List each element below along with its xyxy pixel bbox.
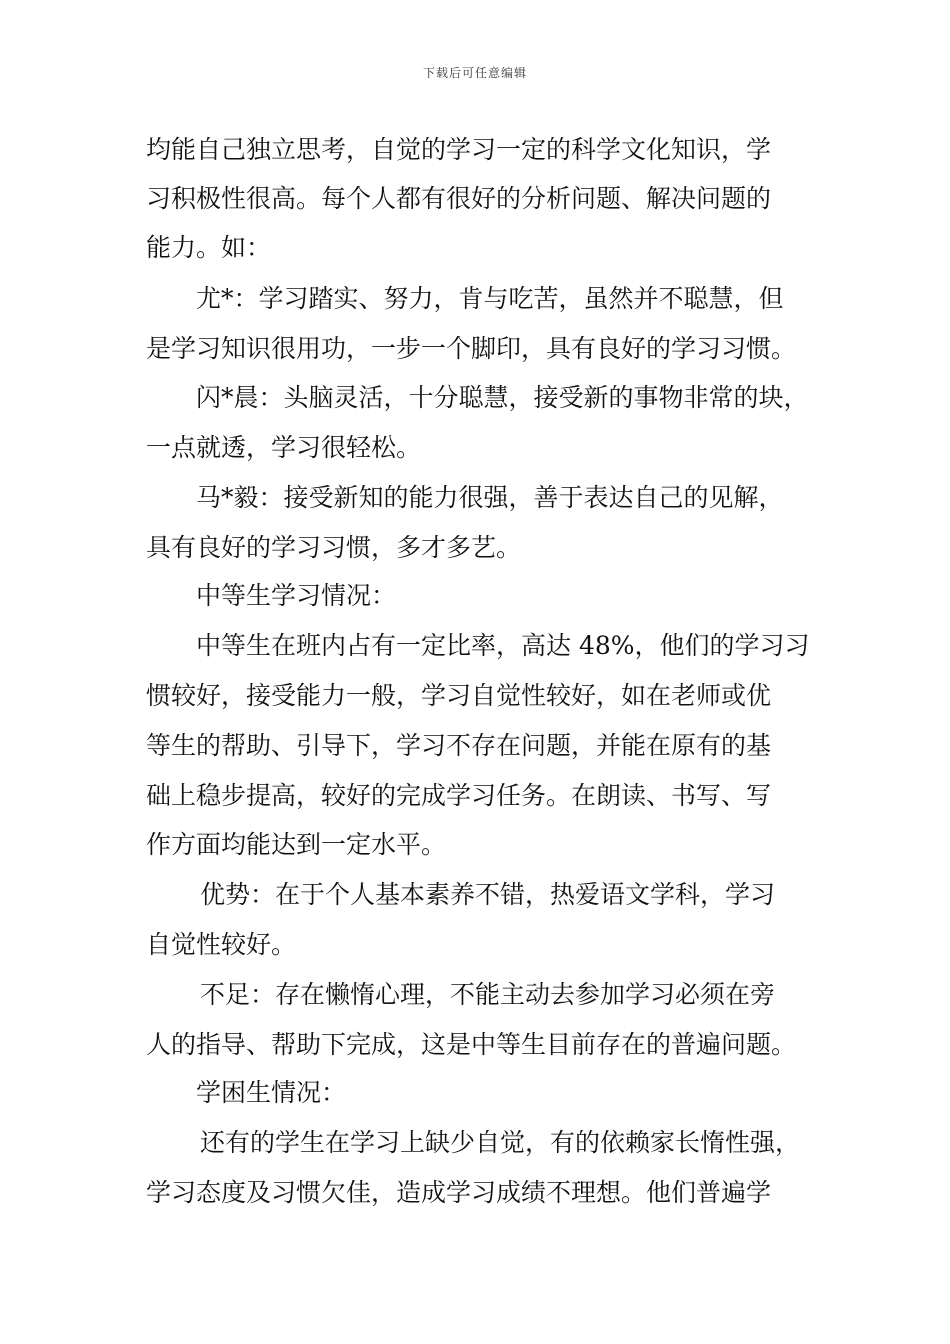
text-line: 马*毅：接受新知的能力很强，善于表达自己的见解， [196,483,784,512]
text-line: 础上稳步提高，较好的完成学习任务。在朗读、书写、写 [146,781,772,810]
text-line: 是学习知识很用功，一步一个脚印，具有良好的学习习惯。 [146,334,797,363]
text-line: 惯较好，接受能力一般，学习自觉性较好，如在老师或优 [146,681,772,710]
section-heading: 中等生学习情况： [196,581,397,610]
text-line: 均能自己独立思考，自觉的学习一定的科学文化知识，学 [146,135,772,164]
text-line: 闪*晨：头脑灵活，十分聪慧，接受新的事物非常的块， [196,383,809,412]
text-line: 不足：存在懒惰心理，不能主动去参加学习必须在旁 [200,980,776,1009]
text-line: 还有的学生在学习上缺少自觉，有的依赖家长惰性强， [200,1128,801,1157]
text-line: 一点就透，学习很轻松。 [146,433,422,462]
text-line: 能力。如： [146,233,272,262]
text-line: 优势：在于个人基本素养不错，热爱语文学科，学习 [200,880,776,909]
text-line: 习积极性很高。每个人都有很好的分析问题、解决问题的 [146,184,772,213]
page-header: 下载后可任意编辑 [422,66,527,80]
text-line: 具有良好的学习习惯，多才多艺。 [146,533,522,562]
text-line: 中等生在班内占有一定比率，高达 48%，他们的学习习 [196,631,810,660]
text-line: 尤*：学习踏实、努力，肯与吃苦，虽然并不聪慧，但 [196,284,784,313]
text-line: 作方面均能达到一定水平。 [146,830,447,859]
section-heading: 学困生情况： [196,1078,347,1107]
text-line: 学习态度及习惯欠佳，造成学习成绩不理想。他们普遍学 [146,1178,772,1207]
text-line: 等生的帮助、引导下，学习不存在问题，并能在原有的基 [146,731,772,760]
text-line: 人的指导、帮助下完成，这是中等生目前存在的普遍问题。 [146,1030,797,1059]
text-line: 自觉性较好。 [146,930,297,959]
